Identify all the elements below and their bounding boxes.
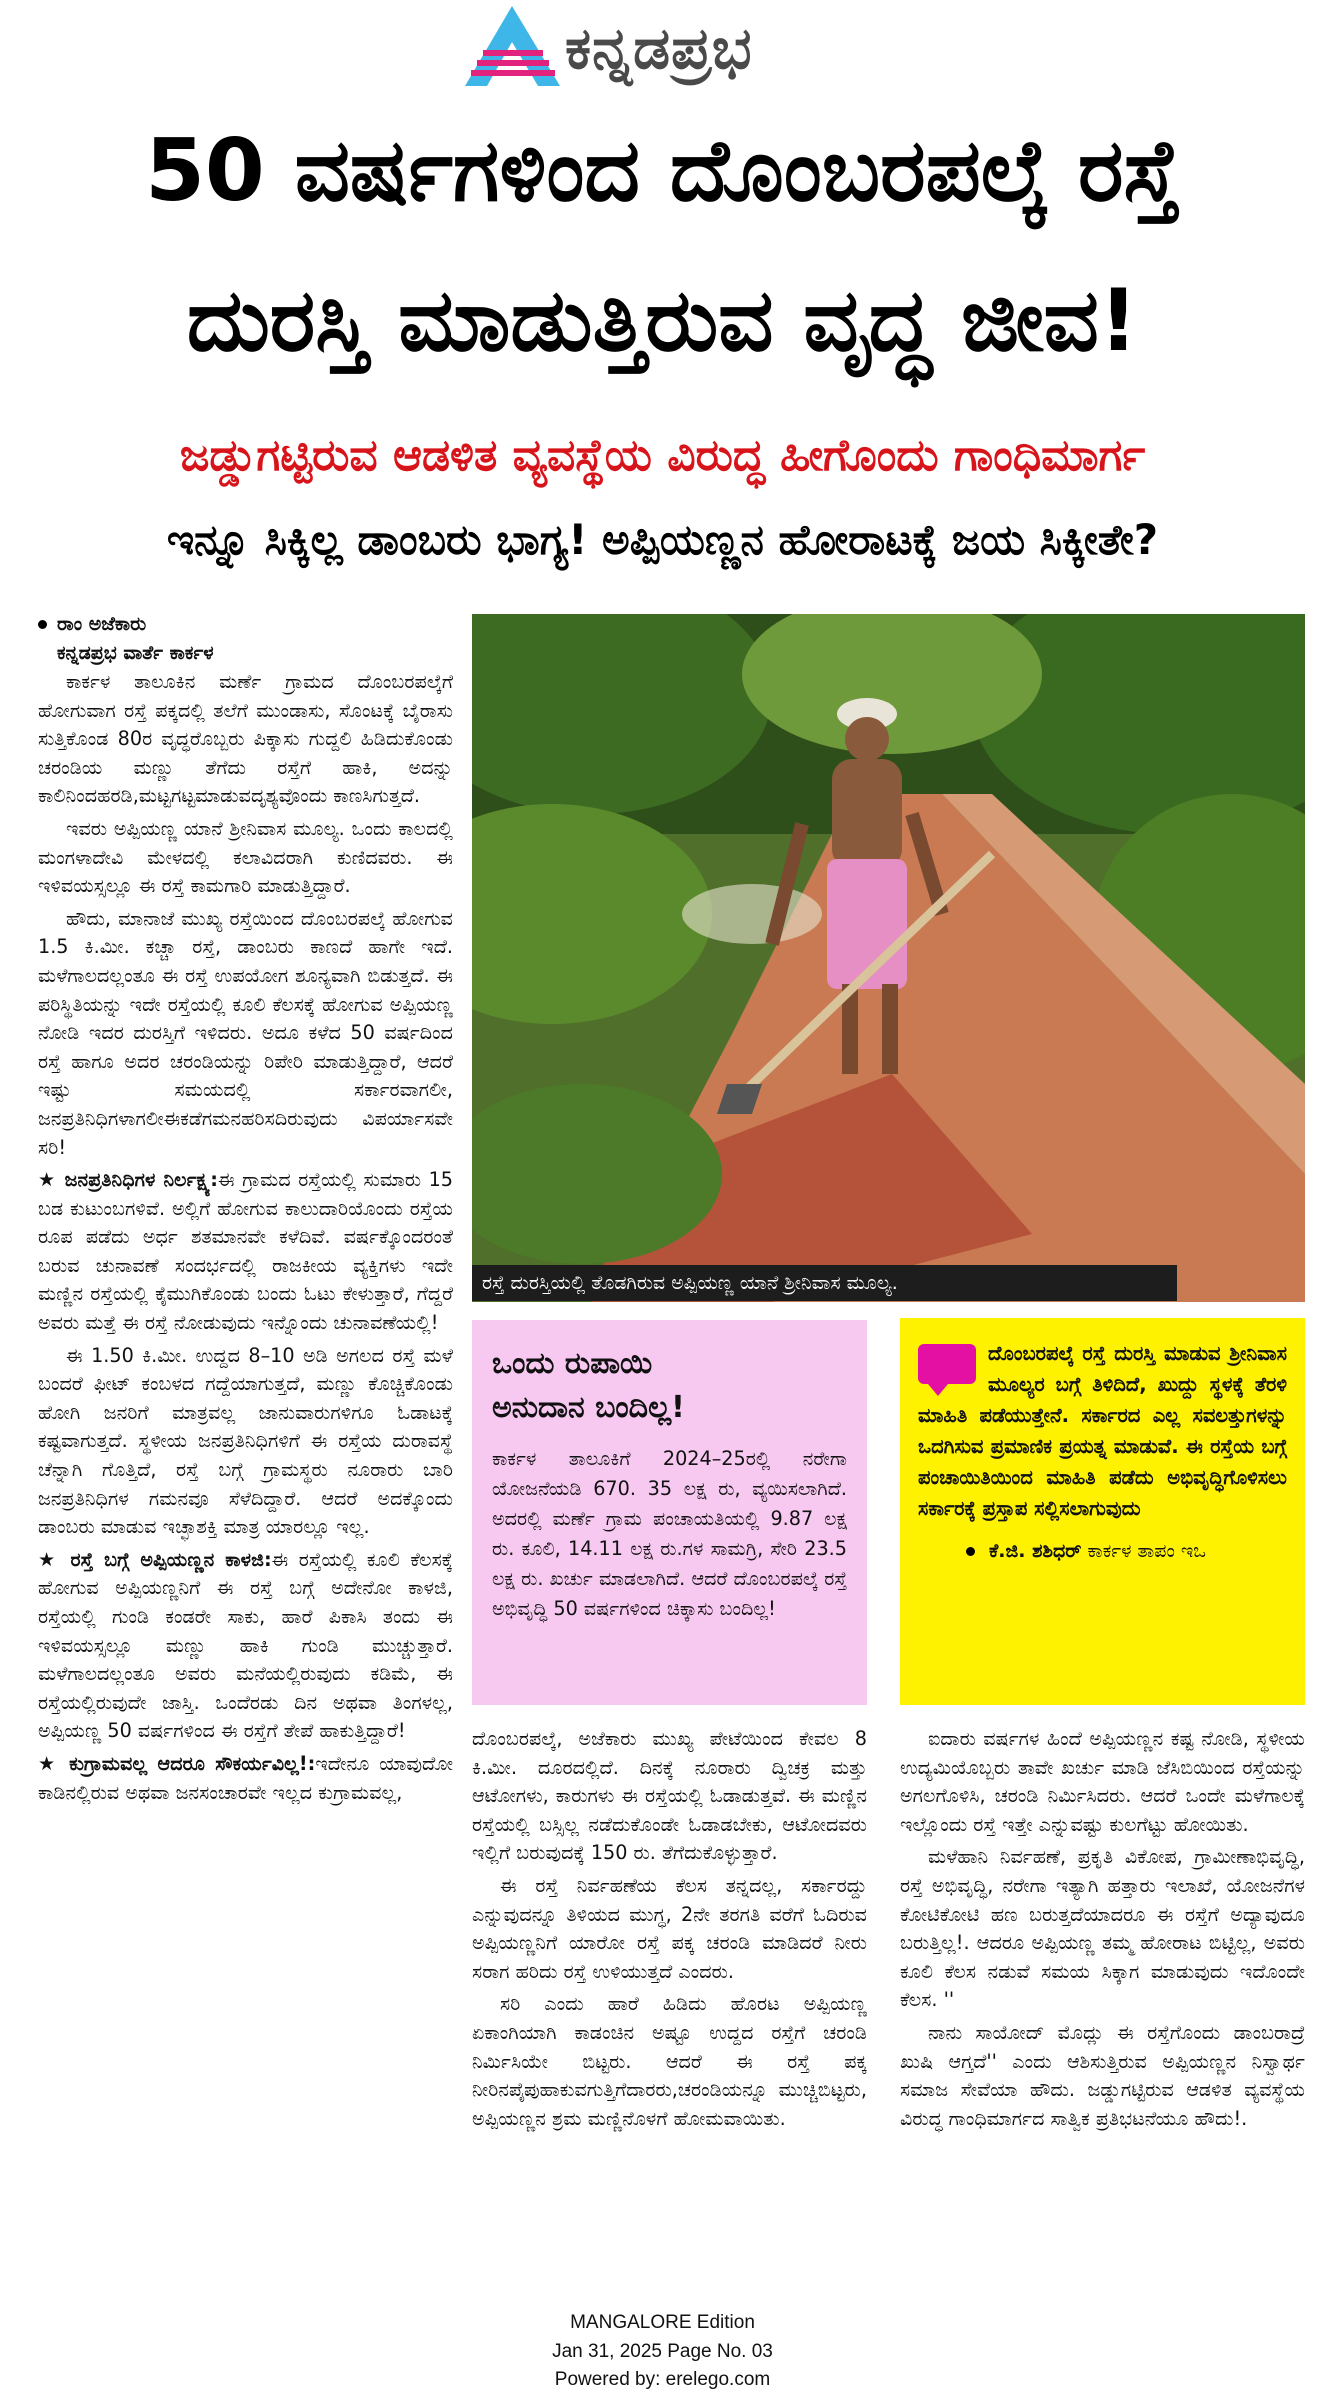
article-photo	[472, 614, 1305, 1302]
section-paragraph	[38, 1166, 453, 1338]
paragraph: ನಾನು ಸಾಯೋದ್ ಮೊದ್ಲು ಈ ರಸ್ತೆಗೊಂದು ಡಾಂಬರಾದ್ರೆ ಖುಷಿ ಆಗ್ತದೆ'' ಎಂದು ಆಶಿಸುತ್ತಿರುವ ಅಪ್ಪಿಯಣ್ಣನ ನಿಸ್ವಾರ್ಥ ಸಮಾಜ ಸೇವೆಯಾ ಹೌದು. ಜಡ್ಡುಗಟ್ಟಿರುವ ಆಡಳಿತ ವ್ಯವಸ್ಥೆಯ ವಿರುದ್ಧ ಗಾಂಧಿಮಾರ್ಗದ ಸಾತ್ವಿಕ ಪ್ರತಿಭಟನೆಯೂ ಹೌದು!.	[900, 2020, 1305, 2130]
section-heading: ★ ಕುಗ್ರಾಮವಲ್ಲ ಆದರೂ ಸೌಕರ್ಯವಿಲ್ಲ!:	[38, 1751, 316, 1775]
section-heading: ★ ಜನಪ್ರತಿನಿಧಿಗಳ ನಿರ್ಲಕ್ಷ್ಯ:	[38, 1168, 218, 1192]
paragraph: ಹೌದು, ಮಾನಾಜೆ ಮುಖ್ಯ ರಸ್ತೆಯಿಂದ ದೊಂಬರಪಲ್ಕೆ ಹೋಗುವ 1.5 ಕಿ.ಮೀ. ಕಚ್ಚಾ ರಸ್ತೆ, ಡಾಂಬರು ಕಾಣದೆ ಹಾಗೇ ಇದೆ. ಮಳೆಗಾಲದಲ್ಲಂತೂ ಈ ರಸ್ತೆ ಉಪಯೋಗ ಶೂನ್ಯವಾಗಿ ಬಿಡುತ್ತದೆ. ಈ ಪರಿಸ್ಥಿತಿಯನ್ನು ಇದೇ ರಸ್ತೆಯಲ್ಲಿ ಕೂಲಿ ಕೆಲಸಕ್ಕೆ ಹೋಗುವ ಅಪ್ಪಿಯಣ್ಣ ನೋಡಿ ಇದರ ದುರಸ್ತಿಗೆ ಇಳಿದರು. ಅದೂ ಕಳೆದ 50 ವರ್ಷದಿಂದ ರಸ್ತೆ ಹಾಗೂ ಅದರ ಚರಂಡಿಯನ್ನು ರಿಪೇರಿ ಮಾಡುತ್ತಿದ್ದಾರೆ, ಆದರೆ ಇಷ್ಟು ಸಮಯದಲ್ಲಿ ಸರ್ಕಾರವಾಗಲೀ, ಜನಪ್ರತಿನಿಧಿಗಳಾಗಲೀಈಕಡೆಗಮನಹರಿಸದಿರುವುದು ವಿಪರ್ಯಾಸವೇ ಸರಿ!	[38, 906, 453, 1159]
byline-desk: ಕನ್ನಡಪ್ರಭ ವಾರ್ತೆ ಕಾರ್ಕಳ	[57, 642, 214, 664]
bullet-icon	[966, 1547, 975, 1556]
bullet-icon	[38, 620, 47, 629]
paragraph: ಇವರು ಅಪ್ಪಿಯಣ್ಣ ಯಾನೆ ಶ್ರೀನಿವಾಸ ಮೂಲ್ಯ. ಒಂದು ಕಾಲದಲ್ಲಿ ಮಂಗಳಾದೇವಿ ಮೇಳದಲ್ಲಿ ಕಲಾವಿದರಾಗಿ ಕುಣಿದವರು. ಈ ಇಳಿವಯಸ್ಸಲ್ಲೂ ಈ ರಸ್ತೆ ಕಾಮಗಾರಿ ಮಾಡುತ್ತಿದ್ದಾರೆ.	[38, 816, 453, 898]
quote-text: ದೊಂಬರಪಲ್ಕೆ ರಸ್ತೆ ದುರಸ್ತಿ ಮಾಡುವ ಶ್ರೀನಿವಾಸ ಮೂಲ್ಯರ ಬಗ್ಗೆ ತಿಳಿದಿದೆ, ಖುದ್ದು ಸ್ಥಳಕ್ಕೆ ತೆರಳಿ ಮಾಹಿತಿ ಪಡೆಯುತ್ತೇನೆ. ಸರ್ಕಾರದ ಎಲ್ಲ ಸವಲತ್ತುಗಳನ್ನು ಒದಗಿಸುವ ಪ್ರಮಾಣಿಕ ಪ್ರಯತ್ನ ಮಾಡುವೆ. ಈ ರಸ್ತೆಯ ಬಗ್ಗೆ ಪಂಚಾಯಿತಿಯಿಂದ ಮಾಹಿತಿ ಪಡೆದು ಅಭಿವೃದ್ಧಿಗೊಳಿಸಲು ಸರ್ಕಾರಕ್ಕೆ ಪ್ರಸ್ತಾಪ ಸಲ್ಲಿಸಲಾಗುವುದು	[918, 1342, 1287, 1520]
footer-powered-by: Powered by: erelego.com	[554, 2369, 771, 2390]
headline-line1: 50 ವರ್ಷಗಳಿಂದ ದೊಂಬರಪಲ್ಕೆ ರಸ್ತೆ	[145, 121, 1180, 221]
article-column-1	[38, 610, 453, 1811]
paragraph: ಮಳೆಹಾನಿ ನಿರ್ವಹಣೆ, ಪ್ರಕೃತಿ ವಿಕೋಪ, ಗ್ರಾಮೀಣಾಭಿವೃದ್ಧಿ, ರಸ್ತೆ ಅಭಿವೃದ್ಧಿ, ನರೇಗಾ ಇತ್ಯಾಗಿ ಹತ್ತಾರು ಇಲಾಖೆ, ಯೋಜನೆಗಳ ಕೋಟಿಕೋಟಿ ಹಣ ಬರುತ್ತದೆಯಾದರೂ ಈ ರಸ್ತೆಗೆ ಅದ್ಯಾವುದೂ ಬರುತ್ತಿಲ್ಲ!. ಆದರೂ ಅಪ್ಪಿಯಣ್ಣ ತಮ್ಮ ಹೋರಾಟ ಬಿಟ್ಟಿಲ್ಲ, ಅವರು ಕೂಲಿ ಕೆಲಸ ನಡುವೆ ಸಮಯ ಸಿಕ್ಕಾಗ ಮಾಡುವುದು ಇದೊಂದೇ ಕೆಲಸ. ''	[900, 1845, 1305, 2012]
box-title	[492, 1342, 847, 1430]
quote-signature	[918, 1540, 1287, 1562]
box-title-line2: ಅನುದಾನ ಬಂದಿಲ್ಲ!	[492, 1390, 685, 1425]
paragraph: ಈ ರಸ್ತೆ ನಿರ್ವಹಣೆಯ ಕೆಲಸ ತನ್ನದಲ್ಲ, ಸರ್ಕಾರದ್ದು ಎನ್ನುವುದನ್ನೂ ತಿಳಿಯದ ಮುಗ್ಧ, 2ನೇ ತರಗತಿ ವರೆಗೆ ಓದಿರುವ ಅಪ್ಪಿಯಣ್ಣನಿಗೆ ಯಾರೋ ರಸ್ತೆ ಪಕ್ಕ ಚರಂಡಿ ಮಾಡಿದರೆ ನೀರು ಸರಾಗ ಹರಿದು ರಸ್ತೆ ಉಳಿಯುತ್ತದೆ ಎಂದರು.	[472, 1873, 867, 1983]
paragraph: ಈ 1.50 ಕಿ.ಮೀ. ಉದ್ದದ 8–10 ಅಡಿ ಅಗಲದ ರಸ್ತೆ ಮಳೆ ಬಂದರೆ ಫೀಟ್ ಕಂಬಳದ ಗದ್ದೆಯಾಗುತ್ತದೆ, ಮಣ್ಣು ಕೊಚ್ಚಿಕೊಂಡು ಹೋಗಿ ಜನರಿಗೆ ಮಾತ್ರವಲ್ಲ ಜಾನುವಾರುಗಳಿಗೂ ಓಡಾಟಕ್ಕೆ ಕಷ್ಟವಾಗುತ್ತದೆ. ಸ್ಥಳೀಯ ಜನಪ್ರತಿನಿಧಿಗಳಿಗೆ ಈ ರಸ್ತೆಯ ದುರಾವಸ್ಥೆ ಚೆನ್ನಾಗಿ ಗೊತ್ತಿದೆ, ರಸ್ತೆ ಬಗ್ಗೆ ಗ್ರಾಮಸ್ಥರು ನೂರಾರು ಬಾರಿ ಜನಪ್ರತಿನಿಧಿಗಳ ಗಮನವೂ ಸೆಳೆದಿದ್ದಾರೆ. ಆದರೆ ಅದಕ್ಕೊಂದು ಡಾಂಬರು ಮಾಡುವ ಇಚ್ಛಾಶಕ್ತಿ ಮಾತ್ರ ಯಾರಲ್ಲೂ ಇಲ್ಲ.	[38, 1343, 453, 1539]
subheadline-red: ಜಡ್ಡುಗಟ್ಟಿರುವ ಆಡಳಿತ ವ್ಯವಸ್ಥೆಯ ವಿರುದ್ಧ ಹೀಗೊಂದು ಗಾಂಧಿಮಾರ್ಗ	[179, 430, 1146, 481]
headline-line2: ದುರಸ್ತಿ ಮಾಡುತ್ತಿರುವ ವೃದ್ಧ ಜೀವ!	[186, 271, 1139, 371]
section-heading: ★ ರಸ್ತೆ ಬಗ್ಗೆ ಅಪ್ಪಿಯಣ್ಣನ ಕಾಳಜಿ:	[38, 1547, 272, 1571]
paragraph: ಕಾರ್ಕಳ ತಾಲೂಕಿನ ಮರ್ಣೆ ಗ್ರಾಮದ ದೊಂಬರಪಲ್ಕೆಗೆ ಹೋಗುವಾಗ ರಸ್ತೆ ಪಕ್ಕದಲ್ಲಿ ತಲೆಗೆ ಮುಂಡಾಸು, ಸೊಂಟಕ್ಕೆ ಬೈರಾಸು ಸುತ್ತಿಕೊಂಡ 80ರ ವೃದ್ಧರೊಬ್ಬರು ಪಿಕ್ಕಾಸು ಗುದ್ದಲಿ ಹಿಡಿದುಕೊಂಡು ಚರಂಡಿಯ ಮಣ್ಣು ತೆಗೆದು ರಸ್ತೆಗೆ ಹಾಕಿ, ಅದನ್ನು ಕಾಲಿನಿಂದಹರಡಿ,ಮಟ್ಟಗಟ್ಟಮಾಡುವದೃಶ್ಯವೊಂದು ಕಾಣಸಿಗುತ್ತದೆ.	[38, 670, 453, 808]
kannadaprabha-logo-icon	[465, 6, 560, 86]
section-text: ಈ ಗ್ರಾಮದ ರಸ್ತೆಯಲ್ಲಿ ಸುಮಾರು 15 ಬಡ ಕುಟುಂಬಗಳಿವೆ. ಅಲ್ಲಿಗೆ ಹೋಗುವ ಕಾಲುದಾರಿಯೊಂದು ರಸ್ತೆಯ ರೂಪ ಪಡೆದು ಅರ್ಧ ಶತಮಾನವೇ ಕಳೆದಿವೆ. ವರ್ಷಕ್ಕೊಂದರಂತೆ ಬರುವ ಚುನಾವಣೆ ಸಂದರ್ಭದಲ್ಲಿ ರಾಜಕೀಯ ವ್ಯಕ್ತಿಗಳು ಇದೇ ಮಣ್ಣಿನ ರಸ್ತೆಯಲ್ಲಿ ಕೈಮುಗಿಕೊಂಡು ಬಂದು ಓಟು ಕೇಳುತ್ತಾರೆ, ಗೆದ್ದರೆ ಅವರು ಮತ್ತೆ ಈ ರಸ್ತೆ ನೋಡುವುದು ಇನ್ನೊಂದು ಚುನಾವಣೆಯಲ್ಲಿ!	[38, 1168, 453, 1335]
footer-edition: MANGALORE Edition	[570, 2312, 755, 2333]
signature-name: ಕೆ.ಜಿ. ಶಶಿಧರ್	[989, 1540, 1082, 1562]
subheadline-black: ಇನ್ನೂ ಸಿಕ್ಕಿಲ್ಲ ಡಾಂಬರು ಭಾಗ್ಯ! ಅಪ್ಪಿಯಣ್ಣನ ಹೋರಾಟಕ್ಕೆ ಜಯ ಸಿಕ್ಕೀತೇ?	[166, 515, 1159, 564]
sidebar-box-grant	[472, 1320, 867, 1705]
article-column-2	[472, 1725, 867, 2137]
section-text: ಈ ರಸ್ತೆಯಲ್ಲಿ ಕೂಲಿ ಕೆಲಸಕ್ಕೆ ಹೋಗುವ ಅಪ್ಪಿಯಣ್ಣನಿಗೆ ಈ ರಸ್ತೆ ಬಗ್ಗೆ ಅದೇನೋ ಕಾಳಜಿ, ರಸ್ತೆಯಲ್ಲಿ ಗುಂಡಿ ಕಂಡರೇ ಸಾಕು, ಹಾರೆ ಪಿಕಾಸಿ ತಂದು ಈ ಇಳಿವಯಸ್ಸಲ್ಲೂ ಮಣ್ಣು ಹಾಕಿ ಗುಂಡಿ ಮುಚ್ಚುತ್ತಾರೆ. ಮಳೆಗಾಲದಲ್ಲಂತೂ ಅವರು ಮನೆಯಲ್ಲಿರುವುದು ಕಡಿಮೆ, ಈ ರಸ್ತೆಯಲ್ಲಿರುವುದೇ ಜಾಸ್ತಿ. ಒಂದೆರಡು ದಿನ ಅಥವಾ ತಿಂಗಳಲ್ಲ, ಅಪ್ಪಿಯಣ್ಣ 50 ವರ್ಷಗಳಿಂದ ಈ ರಸ್ತೆಗೆ ತೇಪೆ ಹಾಕುತ್ತಿದ್ದಾರೆ!	[38, 1547, 454, 1743]
logo-wordmark: ಕನ್ನಡಪ್ರಭ	[565, 14, 753, 82]
section-paragraph	[38, 1750, 453, 1807]
speech-bubble-icon	[918, 1344, 976, 1384]
paragraph: ಸರಿ ಎಂದು ಹಾರೆ ಹಿಡಿದು ಹೊರಟ ಅಪ್ಪಿಯಣ್ಣ ಏಕಾಂಗಿಯಾಗಿ ಕಾಡಂಚಿನ ಅಷ್ಟೂ ಉದ್ದದ ರಸ್ತೆಗೆ ಚರಂಡಿ ನಿರ್ಮಿಸಿಯೇ ಬಿಟ್ಟರು. ಆದರೆ ಈ ರಸ್ತೆ ಪಕ್ಕ ನೀರಿನಪೈಪುಹಾಕುವಗುತ್ತಿಗೆದಾರರು,ಚರಂಡಿಯನ್ನೂ ಮುಚ್ಚಿಬಿಟ್ಟರು, ಅಪ್ಪಿಯಣ್ಣನ ಶ್ರಮ ಮಣ್ಣಿನೊಳಗೆ ಹೋಮವಾಯಿತು.	[472, 1992, 867, 2130]
footer-date-page: Jan 31, 2025 Page No. 03	[552, 2341, 773, 2362]
sidebar-box-official-quote	[900, 1318, 1305, 1705]
article-column-3	[900, 1725, 1305, 2137]
section-paragraph	[38, 1546, 453, 1746]
section-text: ಇದೇನೂ ಯಾವುದೋ ಕಾಡಿನಲ್ಲಿರುವ ಅಥವಾ ಜನಸಂಚಾರವೇ ಇಲ್ಲದ ಕುಗ್ರಾಮವಲ್ಲ,	[38, 1751, 453, 1804]
signature-title: ಕಾರ್ಕಳ ತಾಪಂ ಇಒ	[1087, 1540, 1207, 1562]
masthead	[0, 0, 1325, 100]
paragraph: ದೊಂಬರಪಲ್ಕೆ, ಅಜೆಕಾರು ಮುಖ್ಯ ಪೇಟೆಯಿಂದ ಕೇವಲ 8 ಕಿ.ಮೀ. ದೂರದಲ್ಲಿದೆ. ದಿನಕ್ಕೆ ನೂರಾರು ದ್ವಿಚಕ್ರ ಮತ್ತು ಆಟೋಗಳು, ಕಾರುಗಳು ಈ ರಸ್ತೆಯಲ್ಲಿ ಓಡಾಡುತ್ತವೆ. ಈ ಮಣ್ಣಿನ ರಸ್ತೆಯಲ್ಲಿ ಬಸ್ಸಿಲ್ಲ ನಡೆದುಕೊಂಡೇ ಓಡಾಡಬೇಕು, ಆಟೋದವರು ಇಲ್ಲಿಗೆ ಬರುವುದಕ್ಕೆ 150 ರು. ತೆಗೆದುಕೊಳ್ಳುತ್ತಾರೆ.	[472, 1727, 867, 1865]
paragraph: ಐದಾರು ವರ್ಷಗಳ ಹಿಂದೆ ಅಪ್ಪಿಯಣ್ಣನ ಕಷ್ಟ ನೋಡಿ, ಸ್ಥಳೀಯ ಉದ್ಯಮಿಯೊಬ್ಬರು ತಾವೇ ಖರ್ಚು ಮಾಡಿ ಜೆಸಿಬಿಯಿಂದ ರಸ್ತೆಯನ್ನು ಅಗಲಗೊಳಿಸಿ, ಚರಂಡಿ ನಿರ್ಮಿಸಿದರು. ಆದರೆ ಒಂದೇ ಮಳೆಗಾಲಕ್ಕೆ ಇಲ್ಲೊಂದು ರಸ್ತೆ ಇತ್ತೇ ಎನ್ನುವಷ್ಟು ಕುಲಗೆಟ್ಟು ಹೋಯಿತು.	[900, 1727, 1305, 1836]
byline-name: ರಾಂ ಅಜೆಕಾರು	[57, 613, 147, 635]
photo-caption: ರಸ್ತೆ ದುರಸ್ತಿಯಲ್ಲಿ ತೊಡಗಿರುವ ಅಪ್ಪಿಯಣ್ಣ ಯಾನೆ ಶ್ರೀನಿವಾಸ ಮೂಲ್ಯ.	[472, 1265, 1177, 1301]
box-body: ಕಾರ್ಕಳ ತಾಲೂಕಿಗೆ 2024–25ರಲ್ಲಿ ನರೇಗಾ ಯೋಜನೆಯಡಿ 670. 35 ಲಕ್ಷ ರು, ವ್ಯಯಿಸಲಾಗಿದೆ. ಅದರಲ್ಲಿ ಮರ್ಣೆ ಗ್ರಾಮ ಪಂಚಾಯತಿಯಲ್ಲಿ 9.87 ಲಕ್ಷ ರು. ಕೂಲಿ, 14.11 ಲಕ್ಷ ರು.ಗಳ ಸಾಮಗ್ರಿ, ಸೇರಿ 23.5 ಲಕ್ಷ ರು. ಖರ್ಚು ಮಾಡಲಾಗಿದೆ. ಆದರೆ ದೊಂಬರಪಲ್ಕೆ ರಸ್ತೆ ಅಭಿವೃದ್ಧಿ 50 ವರ್ಷಗಳಿಂದ ಚಿಕ್ಕಾಸು ಬಂದಿಲ್ಲ!	[492, 1447, 847, 1620]
box-title-line1: ಒಂದು ರುಪಾಯಿ	[492, 1346, 653, 1381]
quote-body	[918, 1338, 1287, 1524]
byline	[38, 610, 453, 668]
